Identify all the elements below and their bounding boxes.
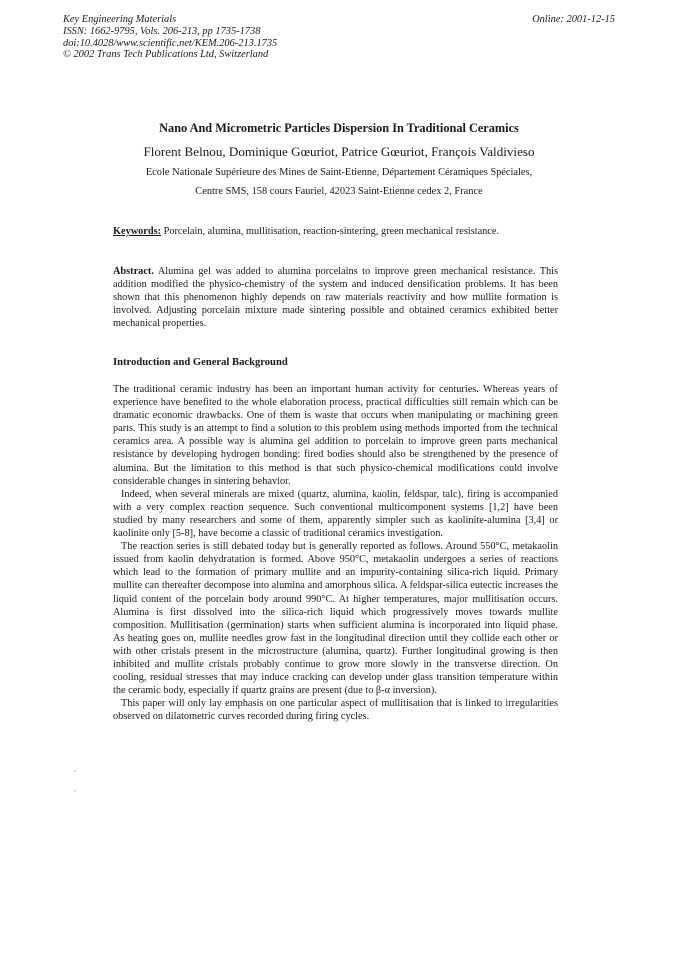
author-list: Florent Belnou, Dominique Gœuriot, Patrice Gœuriot, François Valdivieso (143, 144, 535, 159)
scan-speck (74, 770, 76, 772)
paragraph: The reaction series is still debated today but is generally reported as follows. Around 550°C, metakaolin issued from kaolin dehydratation is formed. Above 950°C, metakaolin undergoes a series of reactions which lead to the formation of primary mullite and an impurity-containing silica-rich liquid. Primary mullite can thereafter decompose into alumina and amorphous silica. A feldspar-silica eutectic increases the liquid content of the porcelain body around 990°C. At higher temperatures, major mullitisation occurs. Alumina is first dissolved into the silica-rich liquid which progressively moves towards mullite composition. Mullitisation (germination) starts when sufficient alumina is incorporated into liquid phase. As heating goes on, mullite needles grow fast in the longitudinal direction until they collide each other or with other cristals present in the microstructure (alumina, quartz). Further longitudinal growing is then inhibited and mullite cristals probably continue to grow more slowly in the transverse direction. On cooling, residual stresses that may induce cracking can develop under glass transition temperature within the ceramic body, especially if quartz grains are present (due to β-α inversion). (113, 541, 558, 697)
paragraph: This paper will only lay emphasis on one particular aspect of mullitisation that is linked to irregularities observed on dilatometric curves recorded during firing cycles. (113, 698, 558, 723)
abstract-text: Alumina gel was added to alumina porcelains to improve green mechanical resistance. This addition modified the physico-chemistry of the system and induced densification problems. It has been shown that this phenomenon highly depends on raw materials reactivity and how mullite formation is involved. Adjusting porcelain mixture made sintering possible and obtained ceramics exhibited better mechanical properties. (113, 266, 559, 330)
journal-name: Key Engineering Materials (63, 14, 177, 25)
abstract-label: Abstract. (113, 266, 154, 277)
keywords-text: Porcelain, alumina, mullitisation, reaction-sintering, green mechanical resistance. (163, 226, 500, 237)
journal-info (63, 14, 277, 61)
paragraph: The traditional ceramic industry has been an important human activity for centuries. Whereas years of experience have benefited to the whole elaboration process, practical difficulties still remain which can be dramatic economic drawbacks. One of them is waste that occurs when manipulating or machining green parts. This study is an attempt to find a solution to this problem using methods imported from the technical ceramics area. A possible way is alumina gel addition to porcelain to improve green parts mechanical resistance by developing hydrogen bonding: fired bodies should also be strengthened by the presence of alumina. But the limitation to this method is that such physico-chemical modifications could involve considerable changes in sintering behavior. (113, 384, 558, 487)
copyright-line: © 2002 Trans Tech Publications Ltd, Switzerland (63, 49, 269, 61)
paragraph: Indeed, when several minerals are mixed (quartz, alumina, kaolin, feldspar, talc), firing is accompanied with a very complex reaction sequence. Such conventional multicomponent systems [1,2] have been studied by many researchers and some of them, apparently simpler such as kaolinite-alumina [3,4] or kaolinite only [5-8], have become a classic of traditional ceramics investigation. (113, 488, 558, 540)
section-heading: Introduction and General Background (113, 357, 288, 368)
paper-title: Nano And Micrometric Particles Dispersion In Traditional Ceramics (159, 121, 519, 135)
online-date: Online: 2001-12-15 (532, 14, 615, 25)
scan-speck (74, 790, 76, 792)
keywords (113, 226, 499, 237)
affiliation-line-2: Centre SMS, 158 cours Fauriel, 42023 Saint-Etienne cedex 2, France (195, 186, 483, 197)
affiliation-line-1: Ecole Nationale Supérieure des Mines de Saint-Etienne, Département Céramiques Spéciales, (145, 167, 533, 178)
doi-line: doi:10.4028/www.scientific.net/KEM.206-213.1735 (63, 37, 278, 49)
abstract (113, 265, 558, 330)
keywords-label: Keywords: (113, 226, 162, 237)
page-header (63, 14, 615, 61)
section-body (113, 383, 558, 723)
issn-line: ISSN: 1662-9795, Vols. 206-213, pp 1735-1738 (63, 25, 261, 37)
